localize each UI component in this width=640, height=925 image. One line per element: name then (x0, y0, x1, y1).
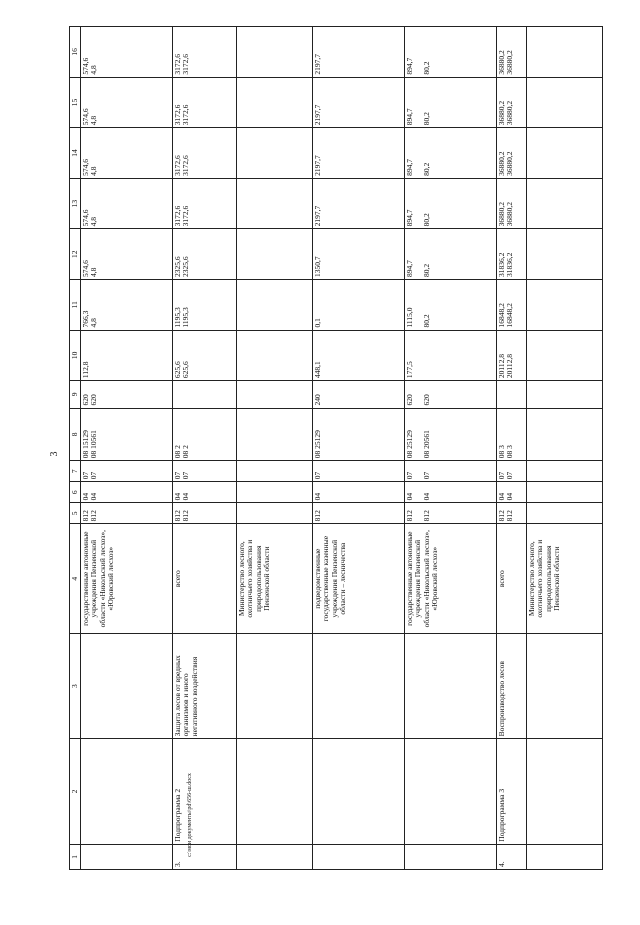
cell-c14: 2197,7 (313, 128, 405, 179)
cell-c16: 36880,2 36880,2 (497, 27, 527, 78)
cell-c7 (237, 461, 313, 482)
program-table (69, 26, 603, 870)
cell-c13 (527, 178, 603, 229)
cell-c10: 177,5 (405, 330, 497, 381)
cell-c8: 08 25129 (313, 408, 405, 461)
cell-program (237, 739, 313, 844)
cell-measure (237, 633, 313, 738)
cell-c9 (237, 381, 313, 408)
column-header: 6 (70, 482, 81, 503)
cell-c12: 31836,2 31836,2 (497, 229, 527, 280)
column-header: 4 (70, 524, 81, 634)
table-viewport (69, 26, 562, 870)
cell-c16: 2197,7 (313, 27, 405, 78)
cell-executor: подведомственные государственные казенные учреждения Пензенской области – лесничества (313, 524, 405, 634)
cell-c12: 2325,6 2325,6 (173, 229, 237, 280)
cell-c5: 812 812 (173, 503, 237, 524)
rotated-page (69, 26, 562, 870)
cell-c6: 04 04 (405, 482, 497, 503)
cell-c10: 20112,8 20112,8 (497, 330, 527, 381)
table-body (81, 27, 603, 870)
cell-c5: 812 (313, 503, 405, 524)
cell-c9: 620 620 (405, 381, 497, 408)
cell-c9 (173, 381, 237, 408)
column-header: 2 (70, 739, 81, 844)
cell-num: 3. (173, 844, 237, 869)
table-row (527, 27, 603, 870)
cell-c16 (237, 27, 313, 78)
cell-program: Подпрограмма 3 (497, 739, 527, 844)
cell-c5: 812 812 (81, 503, 173, 524)
cell-c14: 894,7 80,2 (405, 128, 497, 179)
cell-c15: 894,7 80,2 (405, 77, 497, 128)
cell-c9: 620 620 (81, 381, 173, 408)
cell-num (237, 844, 313, 869)
cell-c5 (237, 503, 313, 524)
cell-c8: 08 15129 08 10561 (81, 408, 173, 461)
cell-c12: 1350,7 (313, 229, 405, 280)
cell-c7: 07 07 (497, 461, 527, 482)
cell-c6: 04 04 (81, 482, 173, 503)
cell-c10 (527, 330, 603, 381)
cell-c7 (527, 461, 603, 482)
cell-measure: Воспроизводство лесов (497, 633, 527, 738)
cell-c5: 812 812 (405, 503, 497, 524)
column-header: 5 (70, 503, 81, 524)
cell-executor: всего (173, 524, 237, 634)
cell-c6 (237, 482, 313, 503)
cell-c5 (527, 503, 603, 524)
cell-c16: 3172,6 3172,6 (173, 27, 237, 78)
cell-c8: 08 25129 08 20561 (405, 408, 497, 461)
cell-c6 (527, 482, 603, 503)
cell-c16: 894,7 80,2 (405, 27, 497, 78)
column-header: 9 (70, 381, 81, 408)
column-header: 16 (70, 27, 81, 78)
table-row (313, 27, 405, 870)
header-row (70, 27, 81, 870)
cell-c6: 04 04 (497, 482, 527, 503)
cell-measure (405, 633, 497, 738)
table-row (81, 27, 173, 870)
cell-c15: 3172,6 3172,6 (173, 77, 237, 128)
cell-c14 (237, 128, 313, 179)
cell-c7: 07 07 (173, 461, 237, 482)
cell-num (405, 844, 497, 869)
cell-c12: 574,6 4,8 (81, 229, 173, 280)
column-header: 1 (70, 844, 81, 869)
cell-c14 (527, 128, 603, 179)
cell-c7: 07 (313, 461, 405, 482)
cell-c14: 3172,6 3172,6 (173, 128, 237, 179)
cell-c6: 04 04 (173, 482, 237, 503)
cell-c15 (527, 77, 603, 128)
column-header: 15 (70, 77, 81, 128)
cell-measure: Защита лесов от вредных организмов и иного негативного воздействия (173, 633, 237, 738)
cell-c13: 574,6 4,8 (81, 178, 173, 229)
cell-c8 (527, 408, 603, 461)
cell-c13 (237, 178, 313, 229)
cell-c15: 574,6 4,8 (81, 77, 173, 128)
cell-c12 (527, 229, 603, 280)
cell-measure (81, 633, 173, 738)
cell-c13: 894,7 80,2 (405, 178, 497, 229)
cell-executor: всего (497, 524, 527, 634)
table-row (405, 27, 497, 870)
cell-c15: 2197,7 (313, 77, 405, 128)
cell-c13: 36880,2 36880,2 (497, 178, 527, 229)
cell-c8: 08 2 08 2 (173, 408, 237, 461)
cell-measure (313, 633, 405, 738)
cell-c15 (237, 77, 313, 128)
cell-c11 (237, 279, 313, 330)
cell-c11: 1195,3 1195,3 (173, 279, 237, 330)
cell-c11 (527, 279, 603, 330)
cell-executor: государственные автономные учреждения Пензенской области «Никольский лесхоз», «Юровский лесхоз» (81, 524, 173, 634)
cell-num (81, 844, 173, 869)
cell-c11: 0,1 (313, 279, 405, 330)
cell-c7: 07 07 (405, 461, 497, 482)
cell-c13: 3172,6 3172,6 (173, 178, 237, 229)
column-header: 7 (70, 461, 81, 482)
column-header: 10 (70, 330, 81, 381)
cell-c16 (527, 27, 603, 78)
cell-c10: 625,6 625,6 (173, 330, 237, 381)
column-header: 13 (70, 178, 81, 229)
cell-c14: 574,6 4,8 (81, 128, 173, 179)
cell-executor: государственные автономные учреждения Пензенской области «Никольский лесхоз», «Юровский лесхоз» (405, 524, 497, 634)
cell-num: 4. (497, 844, 527, 869)
cell-c16: 574,6 4,8 (81, 27, 173, 78)
cell-c15: 36880,2 36880,2 (497, 77, 527, 128)
cell-num (313, 844, 405, 869)
cell-c7: 07 07 (81, 461, 173, 482)
cell-c9 (497, 381, 527, 408)
page-number: 3 (49, 451, 60, 457)
cell-program (527, 739, 603, 844)
cell-c12: 894,7 80,2 (405, 229, 497, 280)
footer-file-path: c:\мои документы\pd\656-ш.docx (187, 773, 193, 857)
cell-executor: Министерство лесного, охотничьего хозяйства и природопользования Пензенской области (237, 524, 313, 634)
cell-measure (527, 633, 603, 738)
cell-executor: Министерство лесного, охотничьего хозяйства и природопользования Пензенской области (527, 524, 603, 634)
cell-num (527, 844, 603, 869)
cell-c11: 766,3 4,8 (81, 279, 173, 330)
column-header: 3 (70, 633, 81, 738)
column-header: 14 (70, 128, 81, 179)
table-row (497, 27, 527, 870)
cell-program (405, 739, 497, 844)
cell-c10: 112,8 (81, 330, 173, 381)
cell-c11: 16848,2 16848,2 (497, 279, 527, 330)
column-header: 8 (70, 408, 81, 461)
cell-program: Подпрограмма 2 (173, 739, 237, 844)
cell-c9: 240 (313, 381, 405, 408)
cell-c11: 1115,0 80,2 (405, 279, 497, 330)
cell-c5: 812 812 (497, 503, 527, 524)
column-header: 11 (70, 279, 81, 330)
cell-program (81, 739, 173, 844)
column-header: 12 (70, 229, 81, 280)
cell-c6: 04 (313, 482, 405, 503)
cell-c8 (237, 408, 313, 461)
cell-c9 (527, 381, 603, 408)
cell-c10 (237, 330, 313, 381)
table-row (173, 27, 237, 870)
cell-program (313, 739, 405, 844)
cell-c12 (237, 229, 313, 280)
cell-c8: 08 3 08 3 (497, 408, 527, 461)
cell-c10: 448,1 (313, 330, 405, 381)
cell-c13: 2197,7 (313, 178, 405, 229)
table-row (237, 27, 313, 870)
cell-c14: 36880,2 36880,2 (497, 128, 527, 179)
